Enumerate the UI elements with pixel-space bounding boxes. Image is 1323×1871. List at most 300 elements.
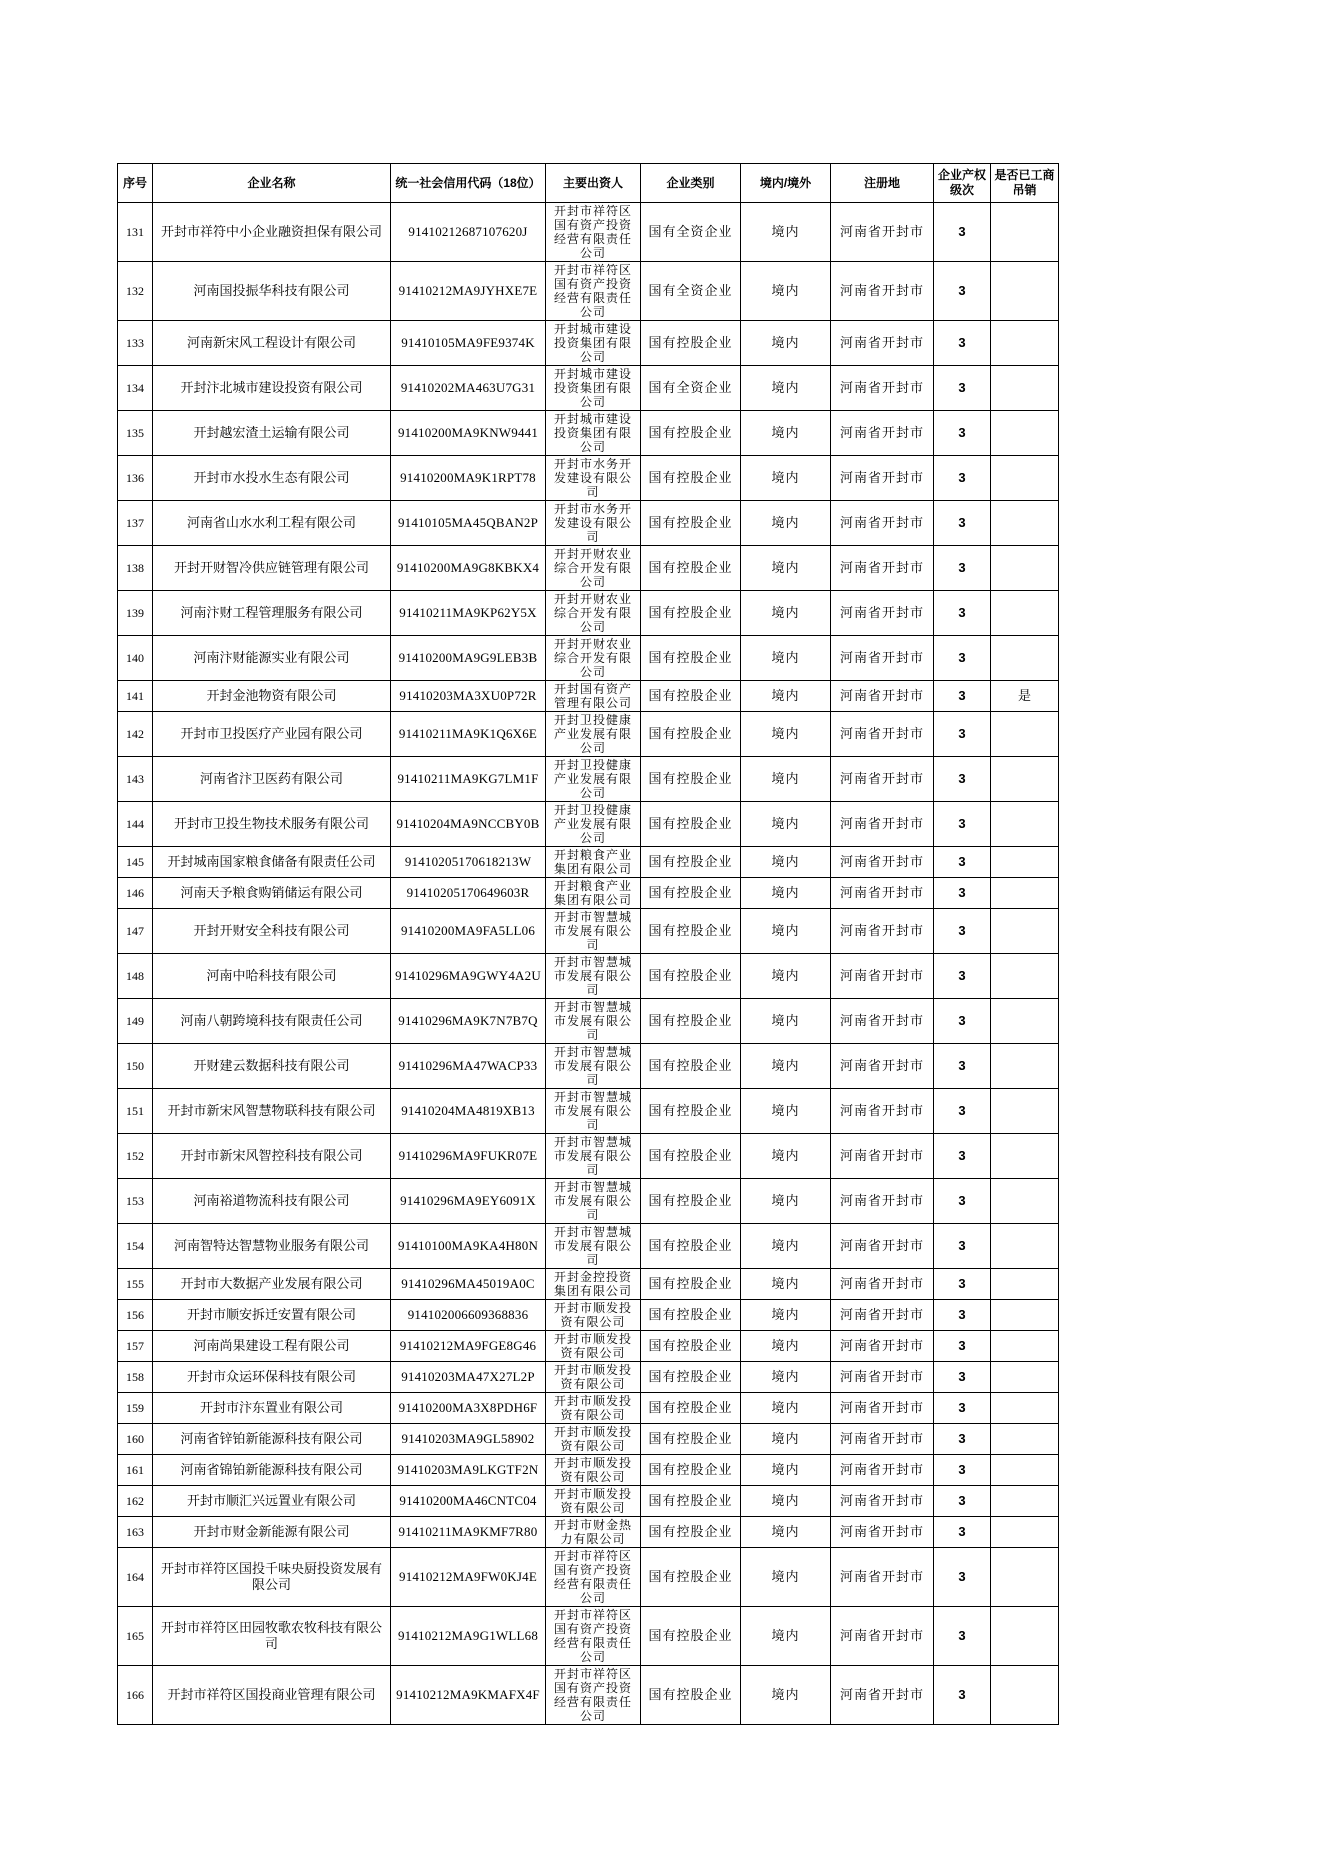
cell-investor: 开封市智慧城市发展有限公司 xyxy=(546,1044,641,1089)
table-row xyxy=(118,757,1059,802)
cell-index: 137 xyxy=(118,501,153,546)
cell-investor: 开封市祥符区国有资产投资经营有限责任公司 xyxy=(546,203,641,262)
cell-category: 国有控股企业 xyxy=(641,1269,741,1300)
cell-territory: 境内 xyxy=(741,1179,831,1224)
cell-code: 91410204MA4819XB13 xyxy=(391,1089,546,1134)
cell-investor: 开封市顺发投资有限公司 xyxy=(546,1455,641,1486)
enterprise-list-table xyxy=(117,163,1059,1725)
cell-code: 91410203MA9GL58902 xyxy=(391,1424,546,1455)
cell-reg_place: 河南省开封市 xyxy=(831,591,934,636)
cell-reg_place: 河南省开封市 xyxy=(831,321,934,366)
cell-name: 开封开财安全科技有限公司 xyxy=(153,909,391,954)
cell-category: 国有控股企业 xyxy=(641,1548,741,1607)
table-row xyxy=(118,909,1059,954)
table-row xyxy=(118,681,1059,712)
cell-investor: 开封金控投资集团有限公司 xyxy=(546,1269,641,1300)
column-header-name: 企业名称 xyxy=(153,164,391,203)
cell-equity_level: 3 xyxy=(934,262,991,321)
cell-territory: 境内 xyxy=(741,1424,831,1455)
cell-name: 河南汴财能源实业有限公司 xyxy=(153,636,391,681)
cell-reg_place: 河南省开封市 xyxy=(831,203,934,262)
table-row xyxy=(118,1424,1059,1455)
cell-investor: 开封市智慧城市发展有限公司 xyxy=(546,954,641,999)
cell-index: 141 xyxy=(118,681,153,712)
cell-code: 91410200MA3X8PDH6F xyxy=(391,1393,546,1424)
cell-name: 开封开财智冷供应链管理有限公司 xyxy=(153,546,391,591)
cell-territory: 境内 xyxy=(741,681,831,712)
cell-equity_level: 3 xyxy=(934,1607,991,1666)
cell-revoked xyxy=(991,411,1059,456)
cell-investor: 开封市顺发投资有限公司 xyxy=(546,1486,641,1517)
cell-territory: 境内 xyxy=(741,366,831,411)
table-row xyxy=(118,1224,1059,1269)
cell-reg_place: 河南省开封市 xyxy=(831,1486,934,1517)
cell-category: 国有控股企业 xyxy=(641,1179,741,1224)
cell-equity_level: 3 xyxy=(934,847,991,878)
cell-territory: 境内 xyxy=(741,411,831,456)
cell-name: 开封市新宋风智慧物联科技有限公司 xyxy=(153,1089,391,1134)
cell-code: 91410105MA9FE9374K xyxy=(391,321,546,366)
cell-index: 146 xyxy=(118,878,153,909)
cell-name: 开封汴北城市建设投资有限公司 xyxy=(153,366,391,411)
cell-name: 开封金池物资有限公司 xyxy=(153,681,391,712)
cell-code: 91410200MA9K1RPT78 xyxy=(391,456,546,501)
cell-equity_level: 3 xyxy=(934,1455,991,1486)
cell-index: 135 xyxy=(118,411,153,456)
cell-index: 139 xyxy=(118,591,153,636)
cell-category: 国有控股企业 xyxy=(641,591,741,636)
cell-territory: 境内 xyxy=(741,1089,831,1134)
cell-reg_place: 河南省开封市 xyxy=(831,712,934,757)
cell-revoked xyxy=(991,1269,1059,1300)
cell-category: 国有控股企业 xyxy=(641,1362,741,1393)
cell-equity_level: 3 xyxy=(934,1517,991,1548)
cell-reg_place: 河南省开封市 xyxy=(831,1179,934,1224)
cell-territory: 境内 xyxy=(741,999,831,1044)
cell-name: 开封市众运环保科技有限公司 xyxy=(153,1362,391,1393)
cell-equity_level: 3 xyxy=(934,1300,991,1331)
cell-investor: 开封市智慧城市发展有限公司 xyxy=(546,1134,641,1179)
cell-reg_place: 河南省开封市 xyxy=(831,456,934,501)
cell-code: 91410296MA9EY6091X xyxy=(391,1179,546,1224)
table-row xyxy=(118,411,1059,456)
cell-investor: 开封粮食产业集团有限公司 xyxy=(546,847,641,878)
cell-reg_place: 河南省开封市 xyxy=(831,366,934,411)
cell-category: 国有控股企业 xyxy=(641,1300,741,1331)
cell-territory: 境内 xyxy=(741,954,831,999)
cell-revoked xyxy=(991,203,1059,262)
cell-name: 河南尚果建设工程有限公司 xyxy=(153,1331,391,1362)
cell-equity_level: 3 xyxy=(934,712,991,757)
cell-territory: 境内 xyxy=(741,757,831,802)
cell-category: 国有控股企业 xyxy=(641,321,741,366)
cell-index: 156 xyxy=(118,1300,153,1331)
cell-equity_level: 3 xyxy=(934,321,991,366)
cell-equity_level: 3 xyxy=(934,954,991,999)
cell-name: 开封市水投水生态有限公司 xyxy=(153,456,391,501)
cell-equity_level: 3 xyxy=(934,1666,991,1725)
cell-equity_level: 3 xyxy=(934,203,991,262)
cell-revoked xyxy=(991,1179,1059,1224)
cell-code: 91410296MA9GWY4A2U xyxy=(391,954,546,999)
cell-category: 国有控股企业 xyxy=(641,1044,741,1089)
column-header-reg_place: 注册地 xyxy=(831,164,934,203)
cell-name: 开封市卫投医疗产业园有限公司 xyxy=(153,712,391,757)
table-row xyxy=(118,501,1059,546)
cell-code: 91410212MA9G1WLL68 xyxy=(391,1607,546,1666)
cell-category: 国有控股企业 xyxy=(641,847,741,878)
cell-category: 国有控股企业 xyxy=(641,681,741,712)
cell-code: 91410212MA9FGE8G46 xyxy=(391,1331,546,1362)
cell-category: 国有控股企业 xyxy=(641,546,741,591)
cell-territory: 境内 xyxy=(741,802,831,847)
cell-code: 91410296MA47WACP33 xyxy=(391,1044,546,1089)
cell-revoked xyxy=(991,1517,1059,1548)
cell-revoked xyxy=(991,591,1059,636)
cell-category: 国有全资企业 xyxy=(641,262,741,321)
cell-category: 国有全资企业 xyxy=(641,203,741,262)
cell-index: 133 xyxy=(118,321,153,366)
table-row xyxy=(118,878,1059,909)
cell-territory: 境内 xyxy=(741,1666,831,1725)
cell-category: 国有控股企业 xyxy=(641,1393,741,1424)
cell-code: 91410204MA9NCCBY0B xyxy=(391,802,546,847)
cell-reg_place: 河南省开封市 xyxy=(831,1089,934,1134)
cell-investor: 开封卫投健康产业发展有限公司 xyxy=(546,757,641,802)
cell-territory: 境内 xyxy=(741,1393,831,1424)
cell-investor: 开封城市建设投资集团有限公司 xyxy=(546,411,641,456)
cell-name: 河南国投振华科技有限公司 xyxy=(153,262,391,321)
cell-reg_place: 河南省开封市 xyxy=(831,954,934,999)
cell-investor: 开封市智慧城市发展有限公司 xyxy=(546,1089,641,1134)
cell-investor: 开封市财金热力有限公司 xyxy=(546,1517,641,1548)
cell-equity_level: 3 xyxy=(934,1224,991,1269)
cell-reg_place: 河南省开封市 xyxy=(831,1393,934,1424)
cell-name: 河南中哈科技有限公司 xyxy=(153,954,391,999)
cell-category: 国有控股企业 xyxy=(641,757,741,802)
cell-territory: 境内 xyxy=(741,712,831,757)
table-row xyxy=(118,712,1059,757)
cell-index: 144 xyxy=(118,802,153,847)
cell-name: 开封市祥符中小企业融资担保有限公司 xyxy=(153,203,391,262)
cell-index: 140 xyxy=(118,636,153,681)
cell-investor: 开封市顺发投资有限公司 xyxy=(546,1362,641,1393)
cell-revoked xyxy=(991,1089,1059,1134)
cell-revoked xyxy=(991,1044,1059,1089)
table-row xyxy=(118,546,1059,591)
cell-category: 国有控股企业 xyxy=(641,909,741,954)
cell-investor: 开封卫投健康产业发展有限公司 xyxy=(546,802,641,847)
cell-name: 河南汴财工程管理服务有限公司 xyxy=(153,591,391,636)
cell-index: 136 xyxy=(118,456,153,501)
cell-code: 91410200MA46CNTC04 xyxy=(391,1486,546,1517)
cell-index: 163 xyxy=(118,1517,153,1548)
cell-territory: 境内 xyxy=(741,1331,831,1362)
cell-equity_level: 3 xyxy=(934,909,991,954)
cell-investor: 开封市智慧城市发展有限公司 xyxy=(546,909,641,954)
cell-reg_place: 河南省开封市 xyxy=(831,411,934,456)
cell-index: 148 xyxy=(118,954,153,999)
table-row xyxy=(118,802,1059,847)
table-row xyxy=(118,999,1059,1044)
cell-category: 国有控股企业 xyxy=(641,1517,741,1548)
cell-index: 157 xyxy=(118,1331,153,1362)
cell-revoked xyxy=(991,546,1059,591)
cell-reg_place: 河南省开封市 xyxy=(831,1666,934,1725)
cell-territory: 境内 xyxy=(741,636,831,681)
cell-code: 91410296MA9K7N7B7Q xyxy=(391,999,546,1044)
cell-territory: 境内 xyxy=(741,1455,831,1486)
cell-equity_level: 3 xyxy=(934,411,991,456)
cell-investor: 开封市智慧城市发展有限公司 xyxy=(546,1224,641,1269)
column-header-territory: 境内/境外 xyxy=(741,164,831,203)
table-row xyxy=(118,1331,1059,1362)
cell-index: 154 xyxy=(118,1224,153,1269)
cell-territory: 境内 xyxy=(741,1607,831,1666)
cell-investor: 开封开财农业综合开发有限公司 xyxy=(546,546,641,591)
cell-equity_level: 3 xyxy=(934,802,991,847)
cell-index: 164 xyxy=(118,1548,153,1607)
cell-index: 147 xyxy=(118,909,153,954)
cell-revoked xyxy=(991,1486,1059,1517)
cell-revoked xyxy=(991,1224,1059,1269)
cell-equity_level: 3 xyxy=(934,1044,991,1089)
cell-reg_place: 河南省开封市 xyxy=(831,878,934,909)
table-row xyxy=(118,321,1059,366)
cell-name: 开封市大数据产业发展有限公司 xyxy=(153,1269,391,1300)
cell-name: 开封城南国家粮食储备有限责任公司 xyxy=(153,847,391,878)
cell-code: 91410200MA9FA5LL06 xyxy=(391,909,546,954)
cell-territory: 境内 xyxy=(741,1548,831,1607)
cell-reg_place: 河南省开封市 xyxy=(831,1548,934,1607)
table-row xyxy=(118,1179,1059,1224)
cell-investor: 开封城市建设投资集团有限公司 xyxy=(546,366,641,411)
cell-equity_level: 3 xyxy=(934,1424,991,1455)
cell-revoked xyxy=(991,847,1059,878)
cell-territory: 境内 xyxy=(741,1362,831,1393)
cell-reg_place: 河南省开封市 xyxy=(831,1362,934,1393)
cell-code: 91410296MA9FUKR07E xyxy=(391,1134,546,1179)
cell-name: 河南省锌铂新能源科技有限公司 xyxy=(153,1424,391,1455)
cell-category: 国有全资企业 xyxy=(641,366,741,411)
cell-equity_level: 3 xyxy=(934,591,991,636)
cell-equity_level: 3 xyxy=(934,681,991,712)
cell-code: 91410200MA9G8KBKX4 xyxy=(391,546,546,591)
cell-revoked xyxy=(991,1331,1059,1362)
cell-revoked xyxy=(991,1362,1059,1393)
cell-code: 91410203MA9LKGTF2N xyxy=(391,1455,546,1486)
cell-investor: 开封市水务开发建设有限公司 xyxy=(546,501,641,546)
cell-code: 91410205170649603R xyxy=(391,878,546,909)
cell-investor: 开封市智慧城市发展有限公司 xyxy=(546,1179,641,1224)
cell-category: 国有控股企业 xyxy=(641,1455,741,1486)
cell-reg_place: 河南省开封市 xyxy=(831,1607,934,1666)
cell-revoked xyxy=(991,999,1059,1044)
table-row xyxy=(118,1607,1059,1666)
table-row xyxy=(118,1044,1059,1089)
cell-name: 河南新宋风工程设计有限公司 xyxy=(153,321,391,366)
cell-territory: 境内 xyxy=(741,591,831,636)
table-row xyxy=(118,456,1059,501)
cell-code: 91410211MA9KMF7R80 xyxy=(391,1517,546,1548)
header-row xyxy=(118,164,1059,203)
cell-reg_place: 河南省开封市 xyxy=(831,1224,934,1269)
cell-reg_place: 河南省开封市 xyxy=(831,1517,934,1548)
cell-name: 河南智特达智慧物业服务有限公司 xyxy=(153,1224,391,1269)
cell-investor: 开封市祥符区国有资产投资经营有限责任公司 xyxy=(546,262,641,321)
cell-index: 143 xyxy=(118,757,153,802)
cell-code: 91410212MA9FW0KJ4E xyxy=(391,1548,546,1607)
cell-reg_place: 河南省开封市 xyxy=(831,1269,934,1300)
cell-revoked xyxy=(991,712,1059,757)
cell-code: 91410212687107620J xyxy=(391,203,546,262)
cell-equity_level: 3 xyxy=(934,757,991,802)
cell-reg_place: 河南省开封市 xyxy=(831,546,934,591)
cell-reg_place: 河南省开封市 xyxy=(831,1424,934,1455)
cell-territory: 境内 xyxy=(741,262,831,321)
cell-code: 914102006609368836 xyxy=(391,1300,546,1331)
cell-code: 91410200MA9KNW9441 xyxy=(391,411,546,456)
column-header-investor: 主要出资人 xyxy=(546,164,641,203)
cell-code: 91410205170618213W xyxy=(391,847,546,878)
table-row xyxy=(118,847,1059,878)
cell-territory: 境内 xyxy=(741,1300,831,1331)
cell-index: 152 xyxy=(118,1134,153,1179)
cell-revoked xyxy=(991,1455,1059,1486)
cell-revoked xyxy=(991,954,1059,999)
cell-revoked xyxy=(991,878,1059,909)
cell-revoked xyxy=(991,1607,1059,1666)
cell-category: 国有控股企业 xyxy=(641,1089,741,1134)
cell-territory: 境内 xyxy=(741,1224,831,1269)
table-row xyxy=(118,1269,1059,1300)
cell-territory: 境内 xyxy=(741,321,831,366)
table-row xyxy=(118,203,1059,262)
cell-reg_place: 河南省开封市 xyxy=(831,1134,934,1179)
table-row xyxy=(118,1548,1059,1607)
cell-name: 开封市新宋风智控科技有限公司 xyxy=(153,1134,391,1179)
table-body xyxy=(118,203,1059,1725)
cell-investor: 开封市祥符区国有资产投资经营有限责任公司 xyxy=(546,1548,641,1607)
cell-code: 91410200MA9G9LEB3B xyxy=(391,636,546,681)
cell-reg_place: 河南省开封市 xyxy=(831,1331,934,1362)
cell-revoked xyxy=(991,1548,1059,1607)
cell-revoked xyxy=(991,757,1059,802)
cell-equity_level: 3 xyxy=(934,636,991,681)
cell-investor: 开封市顺发投资有限公司 xyxy=(546,1300,641,1331)
cell-name: 河南省汴卫医药有限公司 xyxy=(153,757,391,802)
cell-territory: 境内 xyxy=(741,456,831,501)
cell-revoked xyxy=(991,321,1059,366)
cell-revoked xyxy=(991,456,1059,501)
table-row xyxy=(118,1089,1059,1134)
cell-category: 国有控股企业 xyxy=(641,954,741,999)
cell-territory: 境内 xyxy=(741,878,831,909)
cell-revoked xyxy=(991,1300,1059,1331)
cell-name: 河南八朝跨境科技有限责任公司 xyxy=(153,999,391,1044)
cell-category: 国有控股企业 xyxy=(641,636,741,681)
cell-territory: 境内 xyxy=(741,501,831,546)
cell-name: 开封市祥符区国投商业管理有限公司 xyxy=(153,1666,391,1725)
cell-category: 国有控股企业 xyxy=(641,1331,741,1362)
cell-name: 开封市祥符区国投千味央厨投资发展有限公司 xyxy=(153,1548,391,1607)
cell-reg_place: 河南省开封市 xyxy=(831,757,934,802)
cell-reg_place: 河南省开封市 xyxy=(831,681,934,712)
column-header-revoked: 是否已工商吊销 xyxy=(991,164,1059,203)
cell-name: 开封市顺汇兴远置业有限公司 xyxy=(153,1486,391,1517)
table-header-row xyxy=(118,164,1059,203)
table-row xyxy=(118,1455,1059,1486)
cell-revoked xyxy=(991,1393,1059,1424)
cell-name: 开封市汴东置业有限公司 xyxy=(153,1393,391,1424)
cell-revoked xyxy=(991,909,1059,954)
cell-code: 91410202MA463U7G31 xyxy=(391,366,546,411)
cell-equity_level: 3 xyxy=(934,546,991,591)
cell-index: 138 xyxy=(118,546,153,591)
cell-investor: 开封市智慧城市发展有限公司 xyxy=(546,999,641,1044)
cell-territory: 境内 xyxy=(741,1134,831,1179)
cell-investor: 开封开财农业综合开发有限公司 xyxy=(546,636,641,681)
cell-territory: 境内 xyxy=(741,847,831,878)
cell-name: 开封市卫投生物技术服务有限公司 xyxy=(153,802,391,847)
cell-equity_level: 3 xyxy=(934,878,991,909)
cell-investor: 开封市祥符区国有资产投资经营有限责任公司 xyxy=(546,1607,641,1666)
cell-investor: 开封城市建设投资集团有限公司 xyxy=(546,321,641,366)
cell-equity_level: 3 xyxy=(934,1134,991,1179)
cell-index: 153 xyxy=(118,1179,153,1224)
cell-code: 91410296MA45019A0C xyxy=(391,1269,546,1300)
cell-reg_place: 河南省开封市 xyxy=(831,1455,934,1486)
cell-name: 开封市祥符区田园牧歌农牧科技有限公司 xyxy=(153,1607,391,1666)
cell-index: 150 xyxy=(118,1044,153,1089)
cell-name: 河南天予粮食购销储运有限公司 xyxy=(153,878,391,909)
table-row xyxy=(118,1300,1059,1331)
cell-revoked xyxy=(991,802,1059,847)
table-row xyxy=(118,1486,1059,1517)
cell-equity_level: 3 xyxy=(934,1486,991,1517)
cell-index: 145 xyxy=(118,847,153,878)
cell-category: 国有控股企业 xyxy=(641,456,741,501)
cell-index: 165 xyxy=(118,1607,153,1666)
cell-investor: 开封市祥符区国有资产投资经营有限责任公司 xyxy=(546,1666,641,1725)
cell-code: 91410212MA9KMAFX4F xyxy=(391,1666,546,1725)
cell-index: 142 xyxy=(118,712,153,757)
cell-revoked xyxy=(991,1424,1059,1455)
cell-investor: 开封粮食产业集团有限公司 xyxy=(546,878,641,909)
cell-index: 161 xyxy=(118,1455,153,1486)
table-row xyxy=(118,262,1059,321)
cell-equity_level: 3 xyxy=(934,1269,991,1300)
table-row xyxy=(118,636,1059,681)
cell-category: 国有控股企业 xyxy=(641,411,741,456)
cell-territory: 境内 xyxy=(741,203,831,262)
cell-equity_level: 3 xyxy=(934,366,991,411)
cell-investor: 开封卫投健康产业发展有限公司 xyxy=(546,712,641,757)
cell-reg_place: 河南省开封市 xyxy=(831,636,934,681)
cell-index: 134 xyxy=(118,366,153,411)
cell-equity_level: 3 xyxy=(934,1089,991,1134)
cell-category: 国有控股企业 xyxy=(641,1607,741,1666)
cell-index: 166 xyxy=(118,1666,153,1725)
cell-category: 国有控股企业 xyxy=(641,1666,741,1725)
cell-reg_place: 河南省开封市 xyxy=(831,262,934,321)
cell-revoked xyxy=(991,366,1059,411)
table-row xyxy=(118,1134,1059,1179)
cell-investor: 开封国有资产管理有限公司 xyxy=(546,681,641,712)
table-row xyxy=(118,1517,1059,1548)
cell-investor: 开封开财农业综合开发有限公司 xyxy=(546,591,641,636)
table-row xyxy=(118,591,1059,636)
